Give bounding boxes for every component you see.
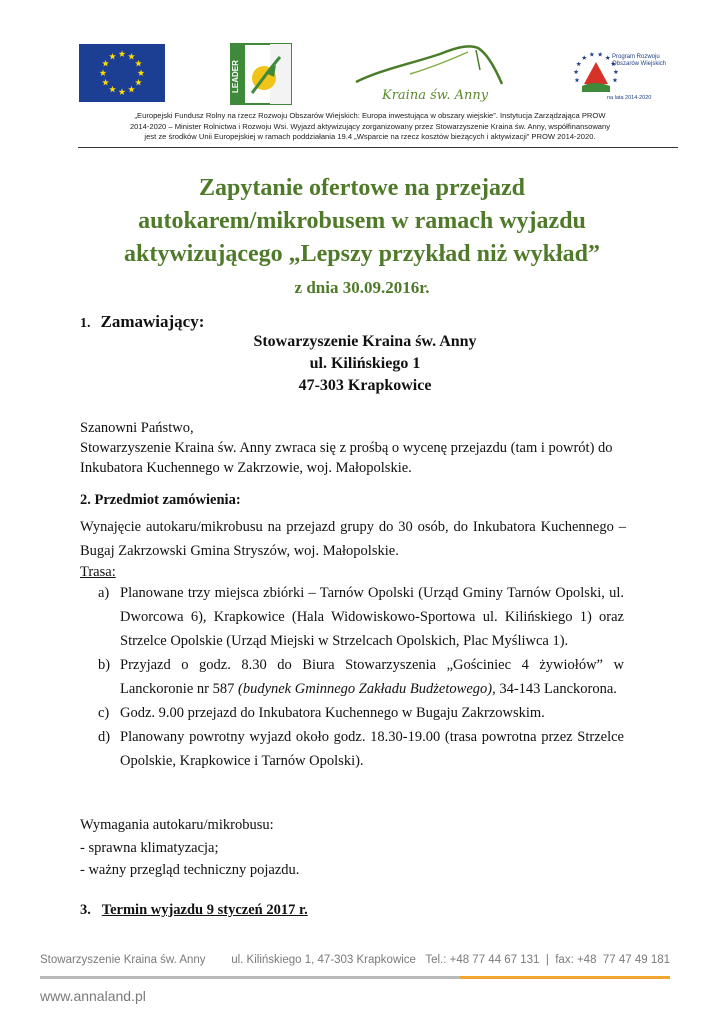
footer-website-link[interactable]: www.annaland.pl [40,988,146,1004]
section2-heading: 2. Przedmiot zamówienia: [80,492,241,508]
list-item-text: 34-143 Lanckorona. [495,681,617,697]
prow-star-icon [613,78,618,83]
header-note-line: jest ze środków Unii Europejskiej w ramach poddziałania 19.4 „Wsparcie na rzecz kosztów bieżących i aktywizacji” PROW 2014-2020. [144,132,596,141]
footer-org-name: Stowarzyszenie Kraina św. Anny [40,954,206,966]
ordering-party-address [80,331,650,397]
list-item [98,701,624,725]
address-line: ul. Kilińskiego 1 [309,355,421,372]
requirement-item: - sprawna klimatyzacja; [80,839,219,856]
prow-star-icon [589,52,594,57]
list-marker: c) [98,705,110,721]
greeting-text: Stowarzyszenie Kraina św. Anny zwraca się z prośbą o wycenę przejazdu (tam i powrót) do Inkubatora Kuchennego w Zakrzowie, woj. Małopolskie. [80,440,613,476]
header-divider [78,147,678,148]
requirements-block [80,814,640,882]
footer-bar-orange [460,976,670,979]
header-note-line: 2014-2020 – Minister Rolnictwa i Rozwoju Wsi. Wyjazd aktywizujący zorganizowany przez Stowarzyszenie Kraina św. Anny, współfinansowany [129,121,611,131]
title-line: Zapytanie ofertowe na przejazd [199,175,525,201]
list-item [98,725,624,773]
header-funding-note [80,111,660,143]
prow-star-icon [598,52,603,57]
list-marker: a) [98,585,110,601]
document-title [60,172,664,271]
prow-star-icon [605,55,610,60]
list-item [98,581,624,653]
requirements-heading: Wymagania autokaru/mikrobusu: [80,817,274,833]
title-line: aktywizującego „Lepszy przykład niż wykład” [123,241,600,267]
eu-flag-logo [79,44,165,102]
list-item-text: Przyjazd o godz. 8.30 do Biura Stowarzyszenia „Gościniec 4 żywiołów” w Lanckoronie nr 587 [120,657,624,697]
prow-star-icon [575,78,580,83]
leader-logo-text: LEADER [231,60,240,93]
footer-bar-grey [40,976,460,979]
list-marker: b) [98,657,111,673]
header-note-line: „Europejski Fundusz Rolny na rzecz Rozwoju Obszarów Wiejskich: Europa inwestująca w obszary wiejskie”. Instytucja Zarządzająca PROW [134,111,606,120]
prow-logo-text: Program Rozwoju Obszarów Wiejskich [612,54,667,67]
prow-star-icon [574,69,579,74]
requirement-item: - ważny przegląd techniczny pojazdu. [80,862,300,878]
footer-contact: ul. Kilińskiego 1, 47-303 Krapkowice Tel.: +48 77 44 67 131 | fax: +48 77 47 49 181 [231,954,670,966]
route-label: Trasa: [80,564,116,580]
leader-logo [230,43,292,105]
address-line: Stowarzyszenie Kraina św. Anny [253,333,477,350]
section1-title: Zamawiający: [100,312,205,331]
salutation: Szanowni Państwo, [80,420,194,436]
greeting-paragraph [80,418,640,478]
section3-number: 3. [80,902,91,918]
list-item-text: Planowany powrotny wyjazd około godz. 18.30-19.00 (trasa powrotna przez Strzelce Opolskie, Krapkowice i Tarnów Opolski). [120,729,624,769]
address-line: 47-303 Krapkowice [298,377,432,394]
section1-number: 1. [80,316,91,331]
title-line: autokarem/mikrobusem w ramach wyjazdu [138,208,586,234]
list-item-text: Godz. 9.00 przejazd do Inkubatora Kuchennego w Bugaju Zakrzowskim. [120,705,545,721]
footer-divider-bar [40,976,670,979]
prow-star-icon [582,55,587,60]
document-date: z dnia 30.09.2016r. [294,278,430,297]
section3-heading [80,902,308,919]
header-logos [0,40,724,106]
list-marker: d) [98,729,111,745]
prow-star-icon [613,69,618,74]
list-item-italic-text: (budynek Gminnego Zakładu Budżetowego), [237,681,496,697]
route-list [98,581,624,773]
section3-title: Termin wyjazdu 9 styczeń 2017 r. [101,902,308,918]
kraina-logo-text: Kraina św. Anny [382,88,489,103]
section1-heading [80,312,204,332]
prow-logo-subtext: na lata 2014-2020 [607,95,652,101]
section2-body: Wynajęcie autokaru/mikrobusu na przejazd grupy do 30 osób, do Inkubatora Kuchennego – Bugaj Zakrzowski Gmina Stryszów, woj. Małopolskie. [80,519,626,559]
list-item-text: Planowane trzy miejsca zbiórki – Tarnów Opolski (Urząd Gminy Tarnów Opolski, ul. Dworcowa 6), Krapkowice (Hala Widowiskowo-Sportowa ul. Kilińskiego 1) oraz Strzelce Opolskie (Urząd Miejski w Strzelcach Opolskich, Plac Myśliwca 1). [120,585,624,649]
list-item [98,653,624,701]
prow-star-icon [576,61,581,66]
